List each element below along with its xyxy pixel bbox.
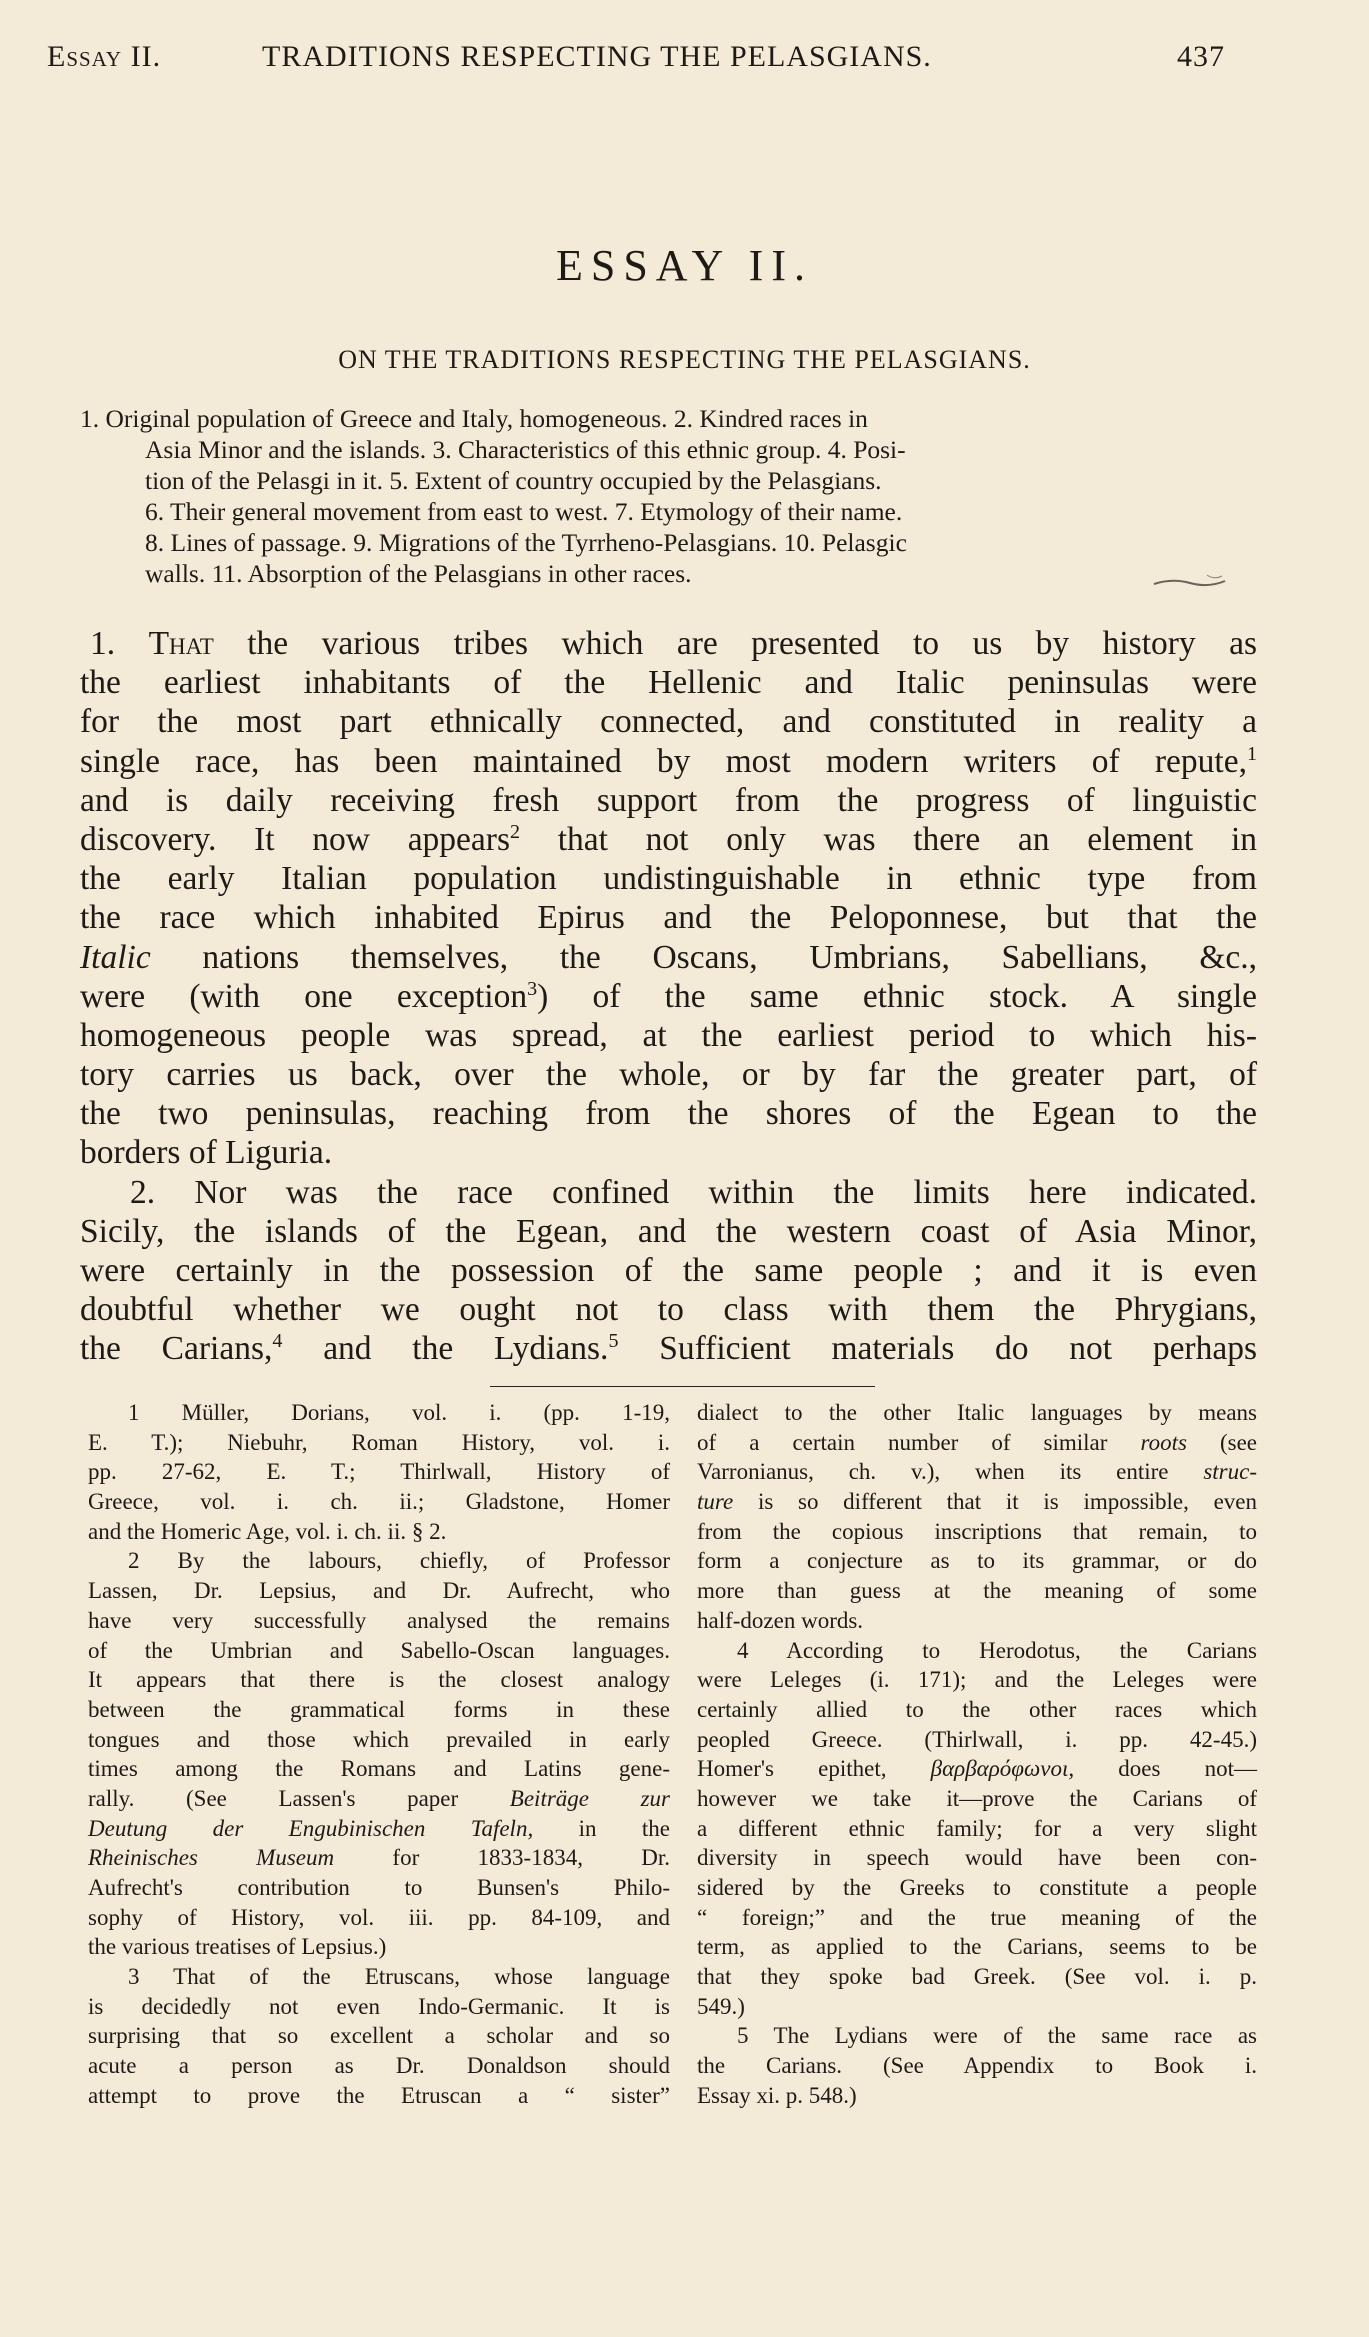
footnote-line <box>697 1457 1257 1487</box>
footnote-ref: 4 <box>272 1330 283 1353</box>
body-line: the early Italian population undistinguishable in ethnic type from <box>80 860 1257 898</box>
footnote-ref: 5 <box>608 1330 619 1353</box>
body-line <box>80 938 1257 977</box>
footnote-line: form a conjecture as to its grammar, or do <box>697 1548 1257 1574</box>
footnote-line: Essay xi. p. 548.) <box>697 2082 857 2108</box>
footnote-line: the Carians. (See Appendix to Book i. <box>697 2053 1257 2079</box>
greek-word: βαρβαρόφωνοι, <box>930 1756 1075 1782</box>
footnote-line <box>88 1843 670 1873</box>
footnote-ref: 2 <box>510 820 521 843</box>
body-line: were certainly in the possession of the same people ; and it is even <box>80 1252 1257 1289</box>
footnote-line: that they spoke bad Greek. (See vol. i. p. <box>697 1964 1257 1990</box>
body-line: and is daily receiving fresh support from the progress of linguistic <box>80 781 1257 819</box>
footnote-text-span: is so different that it is impossible, even <box>757 1489 1258 1515</box>
synopsis-line: tion of the Pelasgi in it. 5. Extent of country occupied by the Pelasgians. <box>145 466 882 495</box>
footnote-line: 1 Müller, Dorians, vol. i. (pp. 1-19, <box>128 1400 670 1425</box>
footnote-text-span: for 1833-1834, Dr. <box>392 1845 670 1871</box>
footnote-text-span: Homer's epithet, <box>697 1756 887 1782</box>
italic-title: Beiträge zur <box>509 1785 671 1811</box>
body-line: Sicily, the islands of the Egean, and the western coast of Asia Minor, <box>80 1212 1257 1250</box>
body-text-span: the Carians, <box>80 1330 273 1368</box>
body-text-span: were (with one exception <box>80 977 528 1015</box>
footnote-line: however we take it—prove the Carians of <box>697 1785 1257 1811</box>
footnote-line: more than guess at the meaning of some <box>697 1578 1257 1604</box>
footnote-line: peopled Greece. (Thirlwall, i. pp. 42-45.) <box>697 1726 1257 1752</box>
running-head-essay: Essay II. <box>47 40 162 73</box>
footnotes-right-column <box>697 1398 1257 2111</box>
footnote-line: term, as applied to the Carians, seems to be <box>697 1934 1257 1960</box>
body-line <box>80 1329 1257 1368</box>
body-text-span: ) of the same ethnic stock. A single <box>537 977 1257 1015</box>
running-head-title: TRADITIONS RESPECTING THE PELASGIANS. <box>262 40 932 73</box>
printer-ornament-icon <box>1152 572 1227 588</box>
footnote-line: “ foreign;” and the true meaning of the <box>697 1904 1257 1930</box>
body-line <box>80 742 1257 781</box>
synopsis-line: Asia Minor and the islands. 3. Characteristics of this ethnic group. 4. Posi- <box>145 435 906 464</box>
footnote-line: surprising that so excellent a scholar and so <box>88 2023 670 2049</box>
footnote-line: and the Homeric Age, vol. i. ch. ii. § 2. <box>88 1518 447 1544</box>
italic-word: roots <box>1140 1429 1187 1455</box>
footnote-line: between the grammatical forms in these <box>88 1696 670 1722</box>
body-line <box>80 820 1257 859</box>
footnote-text-span: rally. (See Lassen's paper <box>88 1785 459 1811</box>
synopsis-line: 8. Lines of passage. 9. Migrations of the Tyrrheno-Pelasgians. 10. Pelasgic <box>145 528 907 557</box>
body-line: for the most part ethnically connected, and constituted in reality a <box>80 703 1257 741</box>
italic-title: Deutung der Engubinischen Tafeln, <box>88 1815 534 1841</box>
body-text-span: the various tribes which are presented to us by history as <box>247 625 1258 662</box>
footnote-line: 549.) <box>697 1993 745 2019</box>
footnote-text-span: in the <box>578 1815 671 1841</box>
section-number: 1. <box>90 625 116 662</box>
body-line: doubtful whether we ought not to class with them the Phrygians, <box>80 1291 1257 1329</box>
footnotes-left-column <box>88 1398 670 2111</box>
footnote-line <box>697 1487 1257 1517</box>
footnote-line: times among the Romans and Latins gene- <box>88 1756 670 1782</box>
synopsis <box>80 403 1295 589</box>
footnote-line: Greece, vol. i. ch. ii.; Gladstone, Homer <box>88 1489 670 1515</box>
footnote-line: sophy of History, vol. iii. pp. 84-109, and <box>88 1904 670 1930</box>
footnote-line: It appears that there is the closest analogy <box>88 1667 670 1693</box>
footnote-line: 3 That of the Etruscans, whose language <box>128 1964 670 1990</box>
body-line: the two peninsulas, reaching from the shores of the Egean to the <box>80 1095 1257 1133</box>
italic-word: ture <box>697 1489 734 1515</box>
footnote-line: 2 By the labours, chiefly, of Professor <box>128 1548 670 1574</box>
synopsis-line: walls. 11. Absorption of the Pelasgians in other races. <box>145 559 692 588</box>
body-line <box>80 624 1257 663</box>
body-text-span: nations themselves, the Oscans, Umbrians, Sabellians, &c., <box>202 938 1258 976</box>
footnote-line: pp. 27-62, E. T.; Thirlwall, History of <box>88 1459 670 1485</box>
footnote-line: the various treatises of Lepsius.) <box>88 1934 387 1960</box>
footnote-line: from the copious inscriptions that remain, to <box>697 1518 1257 1544</box>
footnote-line: Lassen, Dr. Lepsius, and Dr. Aufrecht, who <box>88 1578 670 1604</box>
italic-word: struc- <box>1203 1459 1258 1485</box>
footnote-line <box>697 1428 1257 1458</box>
footnote-line: a different ethnic family; for a very slight <box>697 1815 1257 1841</box>
footnote-ref: 1 <box>1246 742 1257 765</box>
body-line <box>80 977 1257 1016</box>
synopsis-line: 6. Their general movement from east to west. 7. Etymology of their name. <box>145 497 903 526</box>
footnote-ref: 3 <box>527 977 538 1000</box>
footnote-line <box>697 1754 1257 1784</box>
essay-heading: ESSAY II. <box>555 241 813 290</box>
footnote-line: diversity in speech would have been con- <box>697 1845 1257 1871</box>
italic-title: Rheinisches Museum <box>88 1845 335 1871</box>
footnote-line: attempt to prove the Etruscan a “ sister” <box>88 2082 670 2108</box>
synopsis-line: 1. Original population of Greece and Italy, homogeneous. 2. Kindred races in <box>80 404 868 433</box>
italic-word: Italic <box>80 938 151 976</box>
footnote-line: half-dozen words. <box>697 1607 864 1633</box>
footnote-divider <box>490 1386 875 1387</box>
footnote-line: 5 The Lydians were of the same race as <box>737 2023 1257 2049</box>
footnote-line: certainly allied to the other races which <box>697 1696 1257 1722</box>
body-line: 2. Nor was the race confined within the limits here indicated. <box>130 1173 1257 1211</box>
essay-subtitle: ON THE TRADITIONS RESPECTING THE PELASGIANS. <box>338 345 1031 374</box>
footnote-line: have very successfully analysed the remains <box>88 1607 670 1633</box>
footnote-line: acute a person as Dr. Donaldson should <box>88 2053 670 2079</box>
footnote-line: tongues and those which prevailed in early <box>88 1726 670 1752</box>
body-text-span: that not only was there an element in <box>557 820 1257 858</box>
footnote-text-span: (see <box>1219 1429 1258 1455</box>
body-line: tory carries us back, over the whole, or by far the greater part, of <box>80 1056 1257 1094</box>
body-text-span: single race, has been maintained by most modern writers of repute, <box>80 742 1247 780</box>
footnote-line <box>88 1814 670 1844</box>
footnote-line: is decidedly not even Indo-Germanic. It is <box>88 1993 670 2019</box>
footnote-text-span: Varronianus, ch. v.), when its entire <box>697 1459 1169 1485</box>
footnote-line: dialect to the other Italic languages by means <box>697 1400 1257 1425</box>
footnote-line: were Leleges (i. 171); and the Leleges were <box>697 1667 1257 1693</box>
footnote-line: E. T.); Niebuhr, Roman History, vol. i. <box>88 1429 670 1455</box>
body-text-span: discovery. It now appears <box>80 820 510 858</box>
footnote-line: Aufrecht's contribution to Bunsen's Philo- <box>88 1875 670 1900</box>
body-text-span: and the Lydians. <box>323 1330 609 1368</box>
body-line: the race which inhabited Epirus and the Peloponnese, but that the <box>80 899 1257 937</box>
body-line: borders of Liguria. <box>80 1134 333 1172</box>
footnote-text-span: does not— <box>1118 1756 1257 1782</box>
body-text-span: Sufficient materials do not perhaps <box>659 1330 1257 1368</box>
footnote-line <box>88 1784 670 1814</box>
body-text <box>80 624 1257 1369</box>
opening-word: That <box>148 625 214 662</box>
body-line: homogeneous people was spread, at the earliest period to which his- <box>80 1016 1257 1054</box>
footnote-line: of the Umbrian and Sabello-Oscan languages. <box>88 1637 670 1663</box>
page-number: 437 <box>1177 40 1225 73</box>
footnote-line: sidered by the Greeks to constitute a people <box>697 1875 1257 1900</box>
footnote-line: 4 According to Herodotus, the Carians <box>737 1637 1257 1663</box>
footnote-text-span: of a certain number of similar <box>697 1429 1108 1455</box>
body-line: the earliest inhabitants of the Hellenic and Italic peninsulas were <box>80 664 1257 702</box>
